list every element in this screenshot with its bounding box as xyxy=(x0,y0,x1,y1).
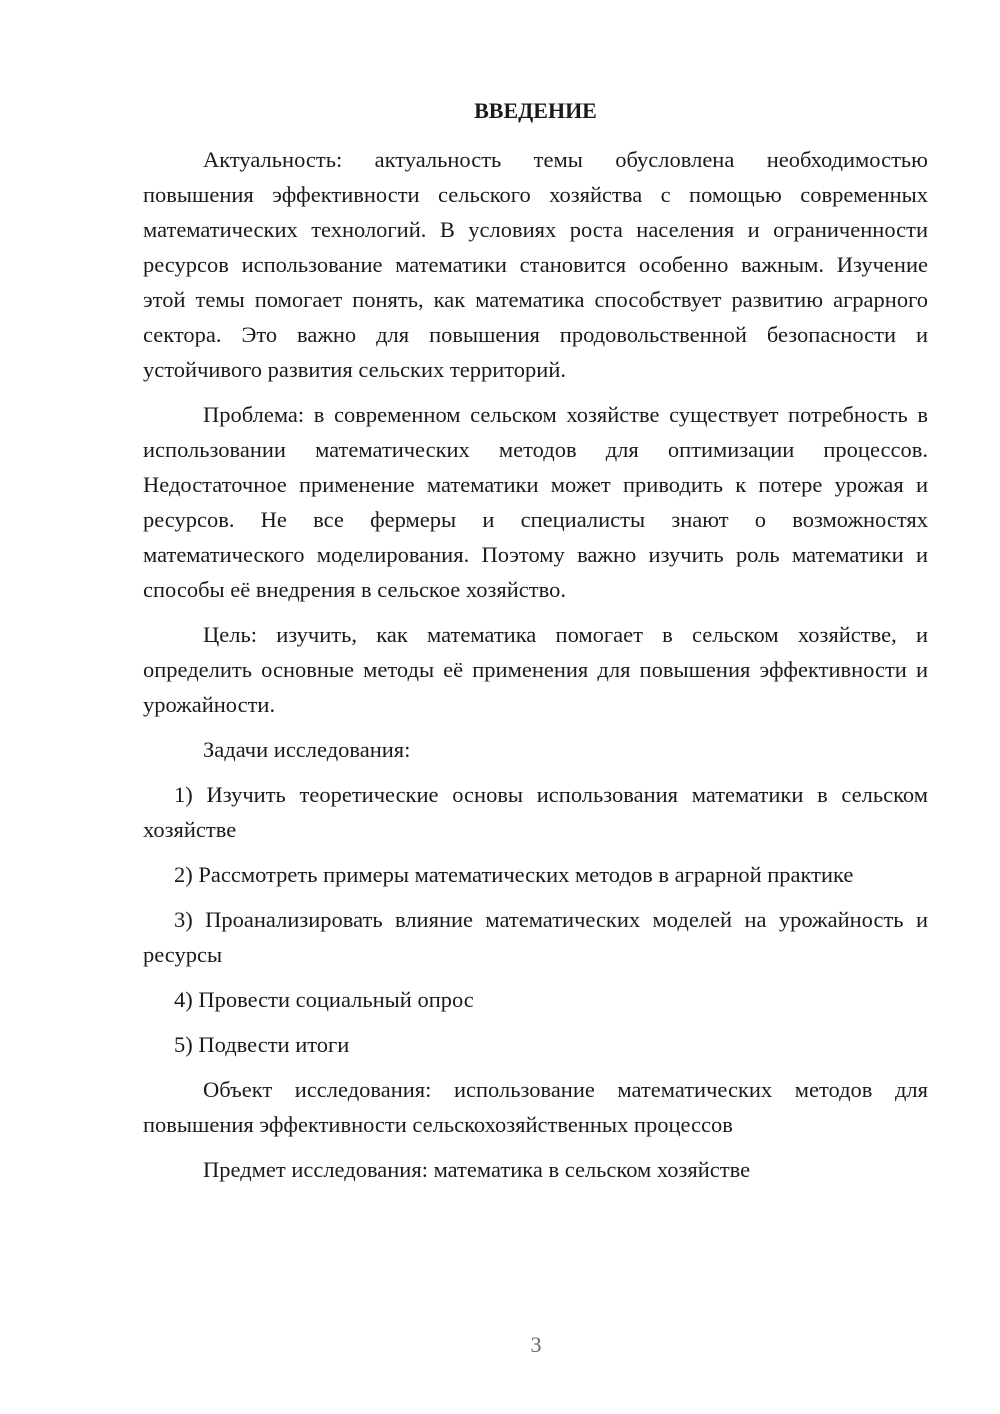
goal-paragraph: Цель: изучить, как математика помогает в сельском хозяйстве, и определить основные методы её применения для повышения эффективности и урожайности. xyxy=(143,622,928,717)
page-number: 3 xyxy=(530,1332,542,1357)
task-item-5: 5) Подвести итоги xyxy=(174,1032,350,1057)
task-item-1: 1) Изучить теоретические основы использования математики в сельском хозяйстве xyxy=(143,782,928,842)
problem-paragraph: Проблема: в современном сельском хозяйстве существует потребность в использовании математических методов для оптимизации процессов. Недостаточное применение математики может приводить к потере урожая и ресурсов. Не все фермеры и специалисты знают о возможностях математического моделирования. Поэтому важно изучить роль математики и способы её внедрения в сельское хозяйство. xyxy=(143,402,928,602)
research-subject-paragraph: Предмет исследования: математика в сельском хозяйстве xyxy=(203,1157,751,1182)
task-item-4: 4) Провести социальный опрос xyxy=(174,987,474,1012)
tasks-heading: Задачи исследования: xyxy=(203,737,411,762)
page-content xyxy=(143,96,928,1197)
task-item-2: 2) Рассмотреть примеры математических методов в аграрной практике xyxy=(174,862,854,887)
section-title: ВВЕДЕНИЕ xyxy=(474,98,597,123)
relevance-paragraph: Актуальность: актуальность темы обусловлена необходимостью повышения эффективности сельского хозяйства с помощью современных математических технологий. В условиях роста населения и ограниченности ресурсов использование математики становится особенно важным. Изучение этой темы помогает понять, как математика способствует развитию аграрного сектора. Это важно для повышения продовольственной безопасности и устойчивого развития сельских территорий. xyxy=(143,147,928,382)
research-object-paragraph: Объект исследования: использование математических методов для повышения эффективности сельскохозяйственных процессов xyxy=(143,1077,928,1137)
task-item-3: 3) Проанализировать влияние математических моделей на урожайность и ресурсы xyxy=(143,907,928,967)
